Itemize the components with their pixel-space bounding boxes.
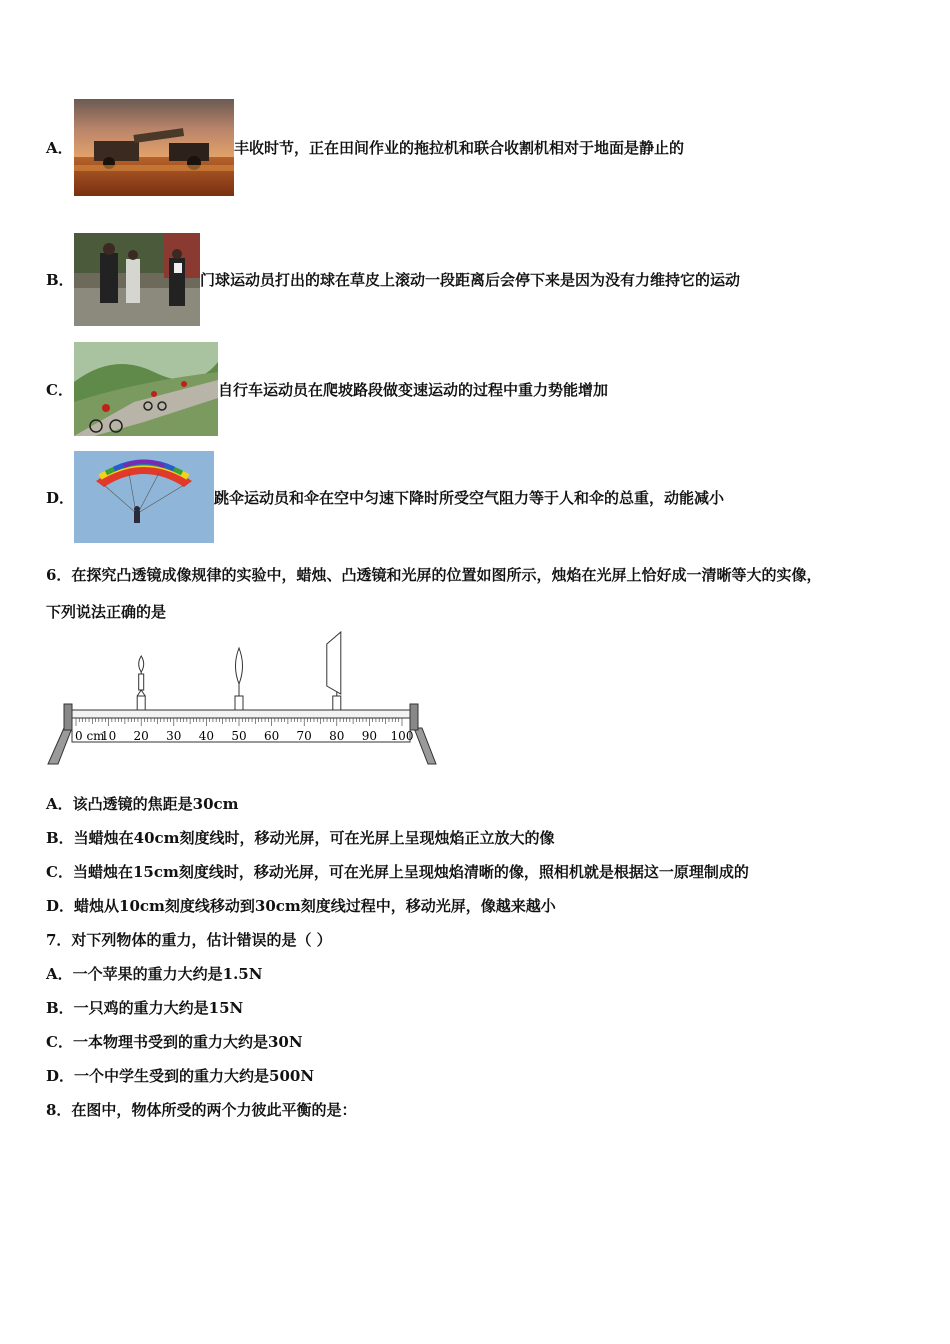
q5-option-b — [46, 233, 740, 326]
candle — [137, 656, 145, 710]
cyclists-photo — [74, 342, 218, 436]
optical-bench-diagram — [44, 628, 439, 768]
q8-stem: 8．在图中，物体所受的两个力彼此平衡的是： — [46, 1101, 357, 1119]
ruler-tick-label: 70 — [296, 729, 312, 743]
q6-option-d: D．蜡烛从10cm刻度线移动到30cm刻度线过程中，移动光屏，像越来越小 — [46, 897, 556, 915]
option-text: 门球运动员打出的球在草皮上滚动一段距离后会停下来是因为没有力维持它的运动 — [200, 271, 741, 289]
light-screen — [327, 632, 341, 710]
q6-option-a: A．该凸透镜的焦距是30cm — [46, 795, 239, 813]
ruler-tick-label: 40 — [198, 729, 215, 743]
q5-option-c — [46, 342, 608, 436]
option-text: 自行车运动员在爬坡路段做变速运动的过程中重力势能增加 — [218, 380, 609, 399]
q7-option-b: B．一只鸡的重力大约是15N — [46, 999, 244, 1017]
option-letter: D． — [46, 488, 75, 507]
gateball-photo — [74, 233, 200, 326]
ruler-tick-label: 20 — [133, 729, 149, 743]
q5-option-a — [46, 99, 684, 196]
option-letter: C． — [46, 380, 73, 399]
q7-stem: 7．对下列物体的重力，估计错误的是（ ） — [46, 931, 332, 949]
ruler-tick-label: 80 — [329, 729, 345, 743]
ruler-tick-label: 30 — [166, 729, 182, 743]
q5-option-d — [46, 451, 724, 543]
ruler-tick-label: 10 — [100, 729, 117, 743]
q6-stem-line1: 6．在探究凸透镜成像规律的实验中，蜡烛、凸透镜和光屏的位置如图所示，烛焰在光屏上恰好成一清晰等大的实像， — [46, 566, 822, 584]
q7-option-a: A．一个苹果的重力大约是1.5N — [46, 965, 263, 983]
ruler-tick-label: 60 — [263, 729, 280, 743]
ruler-unit-label: 0 cm — [75, 729, 105, 743]
option-letter: B． — [46, 271, 74, 289]
harvester-photo — [74, 99, 234, 196]
option-text: 丰收时节，正在田间作业的拖拉机和联合收割机相对于地面是静止的 — [234, 139, 685, 157]
q7-option-d: D．一个中学生受到的重力大约是500N — [46, 1067, 315, 1085]
convex-lens — [235, 648, 243, 710]
ruler-tick-label: 50 — [231, 729, 247, 743]
q6-option-b: B．当蜡烛在40cm刻度线时，移动光屏，可在光屏上呈现烛焰正立放大的像 — [46, 829, 555, 847]
ruler-tick-label: 90 — [361, 729, 378, 743]
option-text: 跳伞运动员和伞在空中匀速下降时所受空气阻力等于人和伞的总重，动能减小 — [214, 488, 725, 507]
parachute-photo — [74, 451, 214, 543]
q6-stem-line2: 下列说法正确的是 — [46, 603, 167, 621]
ruler-tick-label: 100 — [390, 729, 414, 743]
q7-option-c: C．一本物理书受到的重力大约是30N — [46, 1033, 303, 1051]
option-letter: A． — [46, 139, 73, 157]
q6-option-c: C．当蜡烛在15cm刻度线时，移动光屏，可在光屏上呈现烛焰清晰的像，照相机就是根据这一原理制成的 — [46, 863, 749, 881]
